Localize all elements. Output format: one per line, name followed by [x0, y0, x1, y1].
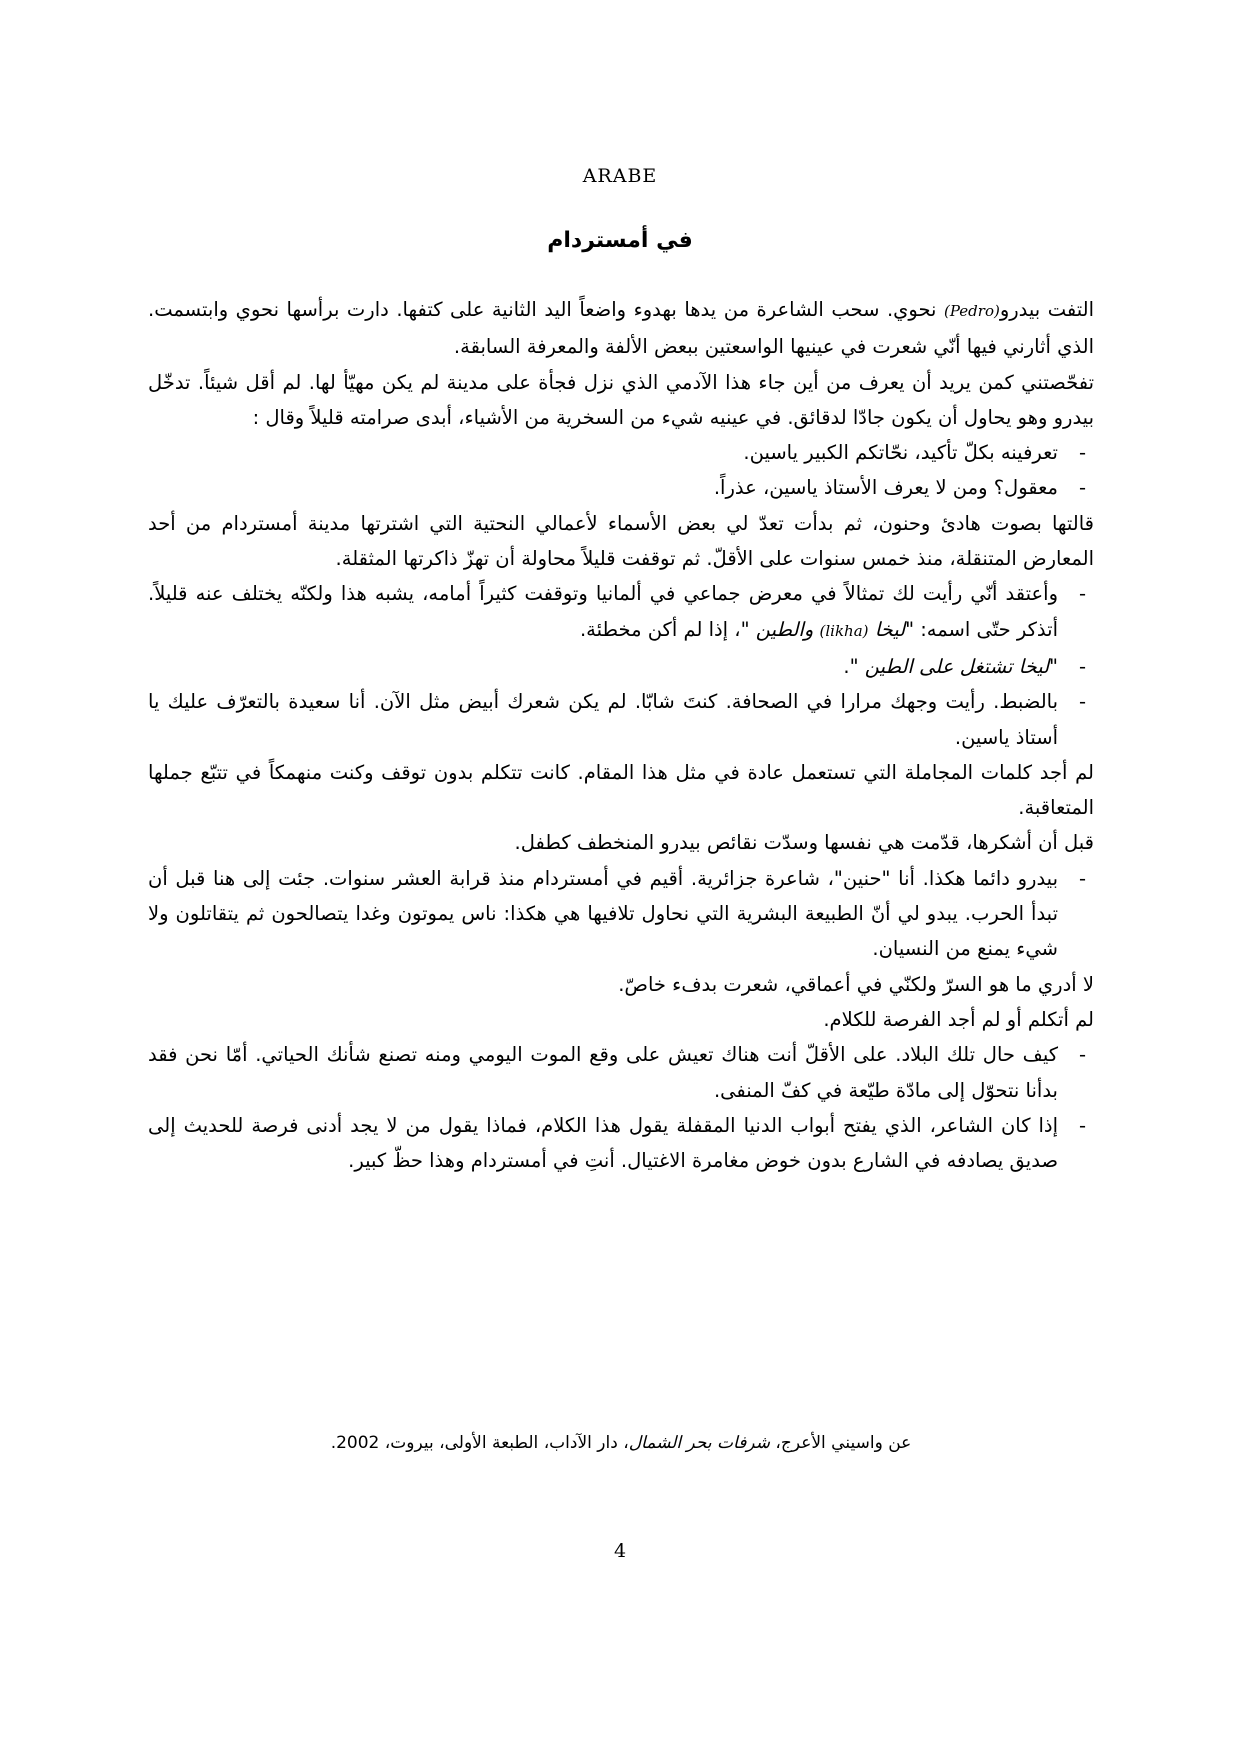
- page-number: 4: [613, 1540, 627, 1562]
- dialogue-8-text: إذا كان الشاعر، الذي يفتح أبواب الدنيا المقفلة يقول هذا الكلام، فماذا يقول من لا يجد أدنى فرصة للحديث إلى صديق يصادفه في الشارع بدون خوض مغامرة الاغتيال. أنتِ في أمستردام وهذا حظّ كبير.: [148, 1113, 1058, 1173]
- running-header: ARABE: [582, 165, 658, 187]
- paragraph-1-text-b: نحوي. سحب الشاعرة من يدها بهدوء واضعاً اليد الثانية على كتفها. دارت برأسها نحوي وابتسمت. الذي أثارني فيها أنّي شعرت في عينيها الواسعتين ببعض الألفة والمعرفة السابقة.: [148, 298, 1094, 359]
- text-body: [148, 292, 1094, 1178]
- paragraph-5: قبل أن أشكرها، قدّمت هي نفسها وسدّت نقائص بيدرو المنخطف كطفل.: [514, 831, 1094, 855]
- paragraph-4: لم أجد كلمات المجاملة التي تستعمل عادة في مثل هذا المقام. كانت تتكلم بدون توقف وكنت منهمكاً في تتبّع جملها المتعاقبة.: [148, 760, 1094, 820]
- paragraph-3: قالتها بصوت هادئ وحنون، ثم بدأت تعدّ لي بعض الأسماء لأعمالي النحتية التي اشترتها مدينة أمستردام من أحد المعارض المتنقلة، منذ خمس سنوات على الأقلّ. ثم توقفت قليلاً محاولة أن تهزّ ذاكرتها المثقلة.: [148, 511, 1094, 571]
- source-citation: [148, 1433, 1094, 1453]
- paragraph-1-latin-name: (Pedro): [944, 302, 1000, 320]
- dialogue-2: [148, 470, 1094, 505]
- dialogue-5-text: بالضبط. رأيت وجهك مرارا في الصحافة. كنتَ شابّا. لم يكن شعرك أبيض مثل الآن. أنا سعيدة بالتعرّف عليك يا أستاذ ياسين.: [148, 690, 1058, 749]
- dash-marker: -: [1078, 441, 1086, 465]
- dialogue-4-text: ".: [843, 654, 865, 678]
- dialogue-8: [148, 1108, 1094, 1179]
- dialogue-2-text: معقول؟ ومن لا يعرف الأستاذ ياسين، عذراً.: [713, 476, 1058, 500]
- dialogue-4: [148, 649, 1094, 684]
- dialogue-6-text: بيدرو دائما هكذا. أنا "حنين"، شاعرة جزائرية. أقيم في أمستردام منذ قرابة العشر سنوات. جئت إلى هنا قبل أن تبدأ الحرب. يبدو لي أنّ الطبيعة البشرية التي نحاول تلافيها هي هكذا: ناس يموتون وغدا يتصالحون ثم يتقاتلون ولا شيء يمنع من النسيان.: [148, 866, 1058, 961]
- dialogue-3-text-b: "، إذا لم أكن مخطئة.: [579, 617, 756, 641]
- dialogue-7-text: كيف حال تلك البلاد. على الأقلّ أنت هناك تعيش على وقع الموت اليومي ومنه تصنع شأنك الحياتي. أمّا نحن فقد بدأنا نتحوّل إلى مادّة طيّعة في كفّ المنفى.: [148, 1043, 1058, 1102]
- dash-marker: -: [1078, 690, 1086, 714]
- source-book-title: شرفات بحر الشمال: [628, 1433, 770, 1453]
- paragraph-2: تفحّصتني كمن يريد أن يعرف من أين جاء هذا الآدمي الذي نزل فجأة على مدينة لم يكن مهيّأ لها. لم أقل شيئاً. تدخّل بيدرو وهو يحاول أن يكون جادّا لدقائق. في عينيه شيء من السخرية من الأشياء، أبدى صرامته قليلاً وقال :: [148, 370, 1094, 429]
- paragraph-1-text-a: التفت بيدرو: [999, 298, 1094, 321]
- dash-marker: -: [1078, 1113, 1086, 1137]
- dash-marker: -: [1078, 654, 1086, 678]
- paragraph-6: لا أدري ما هو السرّ ولكنّي في أعماقي، شعرت بدفء خاصّ.: [618, 972, 1094, 996]
- dialogue-3-italic-1: ليخا: [874, 617, 906, 641]
- page-title: في أمستردام: [547, 228, 693, 253]
- dash-marker: -: [1078, 1043, 1086, 1067]
- dialogue-7: [148, 1037, 1094, 1108]
- dialogue-3-latin: (likha): [819, 621, 869, 640]
- dialogue-5: [148, 684, 1094, 755]
- dialogue-4-italic: "ليخا تشتغل على الطين: [864, 654, 1058, 678]
- paragraph-7: لم أتكلم أو لم أجد الفرصة للكلام.: [823, 1007, 1094, 1031]
- dialogue-3: [148, 576, 1094, 649]
- source-publisher: ، دار الآداب، الطبعة الأولى، بيروت، 2002.: [330, 1433, 629, 1453]
- paragraph-1: [148, 292, 1094, 365]
- dash-marker: -: [1078, 476, 1086, 500]
- dash-marker: -: [1078, 866, 1086, 890]
- dialogue-6: [148, 861, 1094, 967]
- dialogue-1: [148, 435, 1094, 470]
- dialogue-3-italic-2: والطين: [755, 617, 814, 641]
- dialogue-1-text: تعرفينه بكلّ تأكيد، نحّاتكم الكبير ياسين.: [743, 441, 1058, 465]
- dialogue-3-text-a: وأعتقد أنّي رأيت لك تمثالاً في معرض جماعي في ألمانيا وتوقفت كثيراً أمامه، يشبه هذا ولكنّه يختلف عنه قليلاً. أتذكر حتّى اسمه: ": [148, 582, 1058, 641]
- source-author: عن واسيني الأعرج،: [769, 1433, 912, 1453]
- dash-marker: -: [1078, 582, 1086, 606]
